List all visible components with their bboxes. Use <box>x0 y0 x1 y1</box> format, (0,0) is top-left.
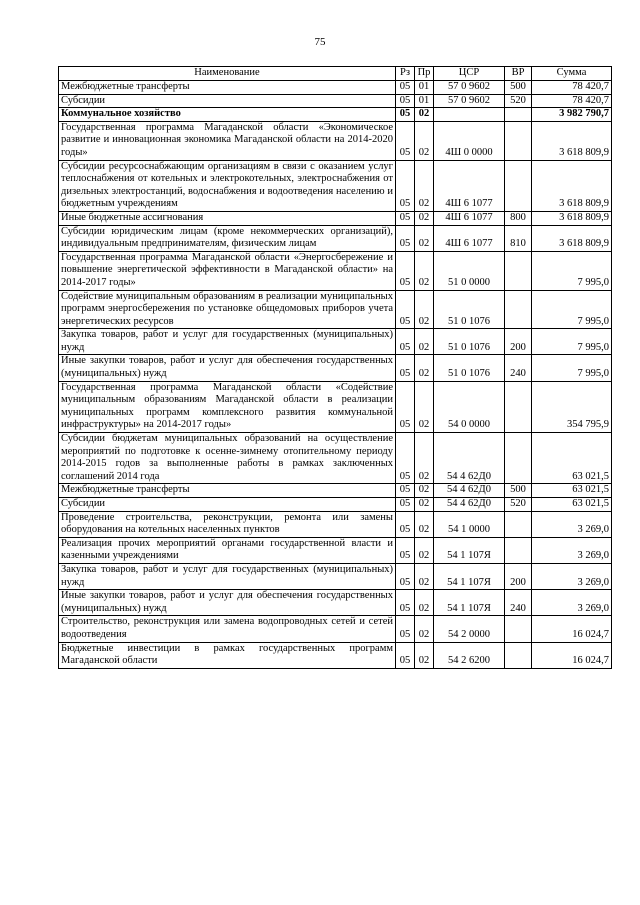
cell-pr: 02 <box>415 498 434 512</box>
cell-name: Государственная программа Магаданской области «Экономическое развитие и инновационная экономика Магаданской области на 2014-2020 годы» <box>59 121 396 160</box>
cell-pr: 02 <box>415 537 434 563</box>
cell-rz: 05 <box>396 108 415 122</box>
cell-csr: 51 0 0000 <box>434 251 505 290</box>
cell-name: Межбюджетные трансферты <box>59 81 396 95</box>
cell-rz: 05 <box>396 225 415 251</box>
table-row <box>59 108 612 122</box>
table-body <box>59 81 612 669</box>
cell-csr: 54 0 0000 <box>434 381 505 432</box>
cell-rz: 05 <box>396 160 415 211</box>
cell-csr: 54 1 107Я <box>434 590 505 616</box>
cell-vr <box>505 121 532 160</box>
cell-name: Иные закупки товаров, работ и услуг для обеспечения государственных (муниципальных) нужд <box>59 355 396 381</box>
cell-rz: 05 <box>396 563 415 589</box>
table-row <box>59 211 612 225</box>
cell-csr <box>434 108 505 122</box>
table-row <box>59 511 612 537</box>
table-row <box>59 355 612 381</box>
cell-rz: 05 <box>396 81 415 95</box>
cell-pr: 02 <box>415 211 434 225</box>
cell-vr <box>505 290 532 329</box>
cell-pr: 01 <box>415 94 434 108</box>
cell-sum: 63 021,5 <box>532 433 612 484</box>
table-row <box>59 484 612 498</box>
cell-rz: 05 <box>396 381 415 432</box>
table-row <box>59 563 612 589</box>
table-row <box>59 381 612 432</box>
cell-name: Государственная программа Магаданской области «Содействие муниципальным образованиям Магаданской области в реализации муниципальных программ комплексного развития коммунальной инфраструктуры» на 2014-2017 годы» <box>59 381 396 432</box>
cell-csr: 54 4 62Д0 <box>434 498 505 512</box>
cell-rz: 05 <box>396 94 415 108</box>
budget-table <box>58 66 612 669</box>
cell-sum: 3 618 809,9 <box>532 211 612 225</box>
cell-sum: 3 269,0 <box>532 511 612 537</box>
cell-pr: 02 <box>415 121 434 160</box>
cell-pr: 02 <box>415 590 434 616</box>
cell-sum: 16 024,7 <box>532 642 612 668</box>
cell-sum: 16 024,7 <box>532 616 612 642</box>
cell-rz: 05 <box>396 590 415 616</box>
cell-sum: 3 269,0 <box>532 537 612 563</box>
table-row <box>59 433 612 484</box>
cell-rz: 05 <box>396 121 415 160</box>
cell-pr: 02 <box>415 160 434 211</box>
cell-pr: 02 <box>415 511 434 537</box>
cell-name: Субсидии <box>59 498 396 512</box>
cell-rz: 05 <box>396 511 415 537</box>
cell-rz: 05 <box>396 616 415 642</box>
cell-rz: 05 <box>396 642 415 668</box>
cell-pr: 02 <box>415 433 434 484</box>
cell-vr: 500 <box>505 484 532 498</box>
cell-csr: 54 2 0000 <box>434 616 505 642</box>
table-row <box>59 225 612 251</box>
cell-sum: 3 982 790,7 <box>532 108 612 122</box>
cell-pr: 01 <box>415 81 434 95</box>
cell-name: Коммунальное хозяйство <box>59 108 396 122</box>
cell-pr: 02 <box>415 381 434 432</box>
header-sum: Сумма <box>532 67 612 81</box>
cell-sum: 3 618 809,9 <box>532 121 612 160</box>
cell-name: Субсидии ресурсоснабжающим организациям в связи с оказанием услуг теплоснабжения от котельных и электрокотельных, электроснабжения от дизельных электростанций, водоснабжения и водоотведения населению и бюджетным учреждениям <box>59 160 396 211</box>
cell-pr: 02 <box>415 225 434 251</box>
cell-rz: 05 <box>396 537 415 563</box>
table-row <box>59 160 612 211</box>
cell-sum: 7 995,0 <box>532 355 612 381</box>
cell-vr <box>505 642 532 668</box>
table-row <box>59 537 612 563</box>
cell-name: Межбюджетные трансферты <box>59 484 396 498</box>
table-row <box>59 121 612 160</box>
cell-pr: 02 <box>415 251 434 290</box>
cell-name: Реализация прочих мероприятий органами государственной власти и казенными учреждениями <box>59 537 396 563</box>
cell-pr: 02 <box>415 108 434 122</box>
cell-name: Субсидии <box>59 94 396 108</box>
table-row <box>59 81 612 95</box>
cell-sum: 3 269,0 <box>532 563 612 589</box>
cell-pr: 02 <box>415 355 434 381</box>
cell-vr <box>505 160 532 211</box>
table-row <box>59 251 612 290</box>
cell-sum: 63 021,5 <box>532 498 612 512</box>
cell-csr: 54 1 0000 <box>434 511 505 537</box>
cell-pr: 02 <box>415 329 434 355</box>
cell-vr: 800 <box>505 211 532 225</box>
cell-vr: 500 <box>505 81 532 95</box>
cell-name: Содействие муниципальным образованиям в реализации муниципальных программ энергосбережения по установке общедомовых приборов учета энергетических ресурсов <box>59 290 396 329</box>
header-csr: ЦСР <box>434 67 505 81</box>
cell-vr: 240 <box>505 355 532 381</box>
table-row <box>59 642 612 668</box>
cell-sum: 3 269,0 <box>532 590 612 616</box>
cell-rz: 05 <box>396 251 415 290</box>
cell-vr <box>505 511 532 537</box>
cell-csr: 4Ш 6 1077 <box>434 225 505 251</box>
table-row <box>59 498 612 512</box>
cell-rz: 05 <box>396 498 415 512</box>
cell-name: Закупка товаров, работ и услуг для государственных (муниципальных) нужд <box>59 563 396 589</box>
header-rz: Рз <box>396 67 415 81</box>
cell-pr: 02 <box>415 290 434 329</box>
cell-csr: 51 0 1076 <box>434 355 505 381</box>
cell-sum: 78 420,7 <box>532 94 612 108</box>
table-row <box>59 290 612 329</box>
cell-vr <box>505 108 532 122</box>
cell-csr: 54 4 62Д0 <box>434 484 505 498</box>
cell-csr: 57 0 9602 <box>434 94 505 108</box>
page-number: 75 <box>314 36 326 48</box>
cell-vr <box>505 537 532 563</box>
cell-sum: 7 995,0 <box>532 329 612 355</box>
cell-name: Иные закупки товаров, работ и услуг для обеспечения государственных (муниципальных) нужд <box>59 590 396 616</box>
cell-name: Бюджетные инвестиции в рамках государственных программ Магаданской области <box>59 642 396 668</box>
header-name: Наименование <box>59 67 396 81</box>
cell-rz: 05 <box>396 211 415 225</box>
cell-csr: 4Ш 6 1077 <box>434 160 505 211</box>
cell-vr <box>505 433 532 484</box>
table-header-row <box>59 67 612 81</box>
cell-name: Государственная программа Магаданской области «Энергосбережение и повышение энергетической эффективности в Магаданской области» на 2014-2017 годы» <box>59 251 396 290</box>
cell-vr: 520 <box>505 94 532 108</box>
cell-pr: 02 <box>415 563 434 589</box>
table-row <box>59 590 612 616</box>
cell-sum: 7 995,0 <box>532 251 612 290</box>
header-vr: ВР <box>505 67 532 81</box>
cell-csr: 54 1 107Я <box>434 537 505 563</box>
cell-name: Субсидии юридическим лицам (кроме некоммерческих организаций), индивидуальным предпринимателям, физическим лицам <box>59 225 396 251</box>
cell-vr: 240 <box>505 590 532 616</box>
cell-vr <box>505 616 532 642</box>
cell-rz: 05 <box>396 433 415 484</box>
cell-csr: 54 1 107Я <box>434 563 505 589</box>
cell-vr <box>505 251 532 290</box>
cell-vr: 520 <box>505 498 532 512</box>
cell-vr: 810 <box>505 225 532 251</box>
cell-csr: 54 2 6200 <box>434 642 505 668</box>
cell-csr: 54 4 62Д0 <box>434 433 505 484</box>
cell-vr: 200 <box>505 563 532 589</box>
cell-rz: 05 <box>396 355 415 381</box>
header-pr: Пр <box>415 67 434 81</box>
cell-name: Закупка товаров, работ и услуг для государственных (муниципальных) нужд <box>59 329 396 355</box>
cell-sum: 7 995,0 <box>532 290 612 329</box>
cell-sum: 63 021,5 <box>532 484 612 498</box>
cell-name: Субсидии бюджетам муниципальных образований на осуществление мероприятий по подготовке к осенне-зимнему отопительному периоду 2014-2015 годов за выполненные работы в рамках заключенных соглашений 2014 года <box>59 433 396 484</box>
cell-sum: 78 420,7 <box>532 81 612 95</box>
table-row <box>59 329 612 355</box>
cell-name: Иные бюджетные ассигнования <box>59 211 396 225</box>
table-row <box>59 616 612 642</box>
cell-vr <box>505 381 532 432</box>
cell-csr: 57 0 9602 <box>434 81 505 95</box>
cell-sum: 3 618 809,9 <box>532 160 612 211</box>
cell-csr: 4Ш 0 0000 <box>434 121 505 160</box>
cell-csr: 51 0 1076 <box>434 290 505 329</box>
cell-rz: 05 <box>396 484 415 498</box>
cell-rz: 05 <box>396 329 415 355</box>
cell-name: Проведение строительства, реконструкции, ремонта или замены оборудования на котельных населенных пунктов <box>59 511 396 537</box>
cell-pr: 02 <box>415 484 434 498</box>
cell-name: Строительство, реконструкция или замена водопроводных сетей и сетей водоотведения <box>59 616 396 642</box>
table-row <box>59 94 612 108</box>
cell-pr: 02 <box>415 642 434 668</box>
cell-sum: 354 795,9 <box>532 381 612 432</box>
cell-csr: 51 0 1076 <box>434 329 505 355</box>
cell-sum: 3 618 809,9 <box>532 225 612 251</box>
cell-pr: 02 <box>415 616 434 642</box>
cell-csr: 4Ш 6 1077 <box>434 211 505 225</box>
cell-rz: 05 <box>396 290 415 329</box>
cell-vr: 200 <box>505 329 532 355</box>
